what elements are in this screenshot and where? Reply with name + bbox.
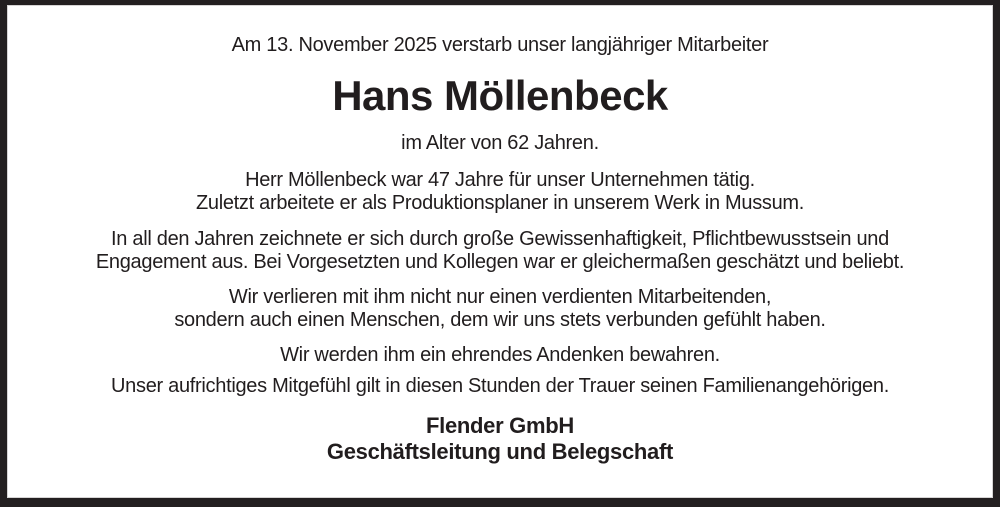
paragraph-line: Herr Möllenbeck war 47 Jahre für unser Unternehmen tätig. bbox=[245, 169, 755, 191]
paragraph-line: Unser aufrichtiges Mitgefühl gilt in diesen Stunden der Trauer seinen Familienangehörigen. bbox=[111, 375, 889, 397]
age-line: im Alter von 62 Jahren. bbox=[401, 132, 599, 154]
paragraph-character bbox=[96, 228, 904, 274]
paragraph-line: In all den Jahren zeichnete er sich durch große Gewissenhaftigkeit, Pflichtbewusstsein und bbox=[111, 228, 889, 250]
paragraph-line: Engagement aus. Bei Vorgesetzten und Kollegen war er gleichermaßen geschätzt und beliebt. bbox=[95, 251, 905, 273]
paragraph-tenure bbox=[196, 169, 804, 215]
company-name: Flender GmbH bbox=[426, 413, 574, 438]
signature-block bbox=[327, 413, 673, 465]
paragraph-line: Zuletzt arbeitete er als Produktionsplaner in unserem Werk in Mussum. bbox=[195, 192, 805, 214]
paragraph-line: Wir verlieren mit ihm nicht nur einen verdienten Mitarbeitenden, bbox=[228, 286, 772, 308]
paragraph-condolence bbox=[111, 375, 889, 398]
signature-line: Geschäftsleitung und Belegschaft bbox=[326, 439, 674, 464]
intro-line: Am 13. November 2025 verstarb unser langjähriger Mitarbeiter bbox=[231, 34, 769, 56]
paragraph-line: sondern auch einen Menschen, dem wir uns stets verbunden gefühlt haben. bbox=[174, 309, 826, 331]
deceased-name: Hans Möllenbeck bbox=[332, 72, 668, 119]
paragraph-line: Wir werden ihm ein ehrendes Andenken bewahren. bbox=[280, 344, 720, 366]
paragraph-loss bbox=[174, 286, 825, 332]
paragraph-remembrance bbox=[280, 344, 720, 367]
